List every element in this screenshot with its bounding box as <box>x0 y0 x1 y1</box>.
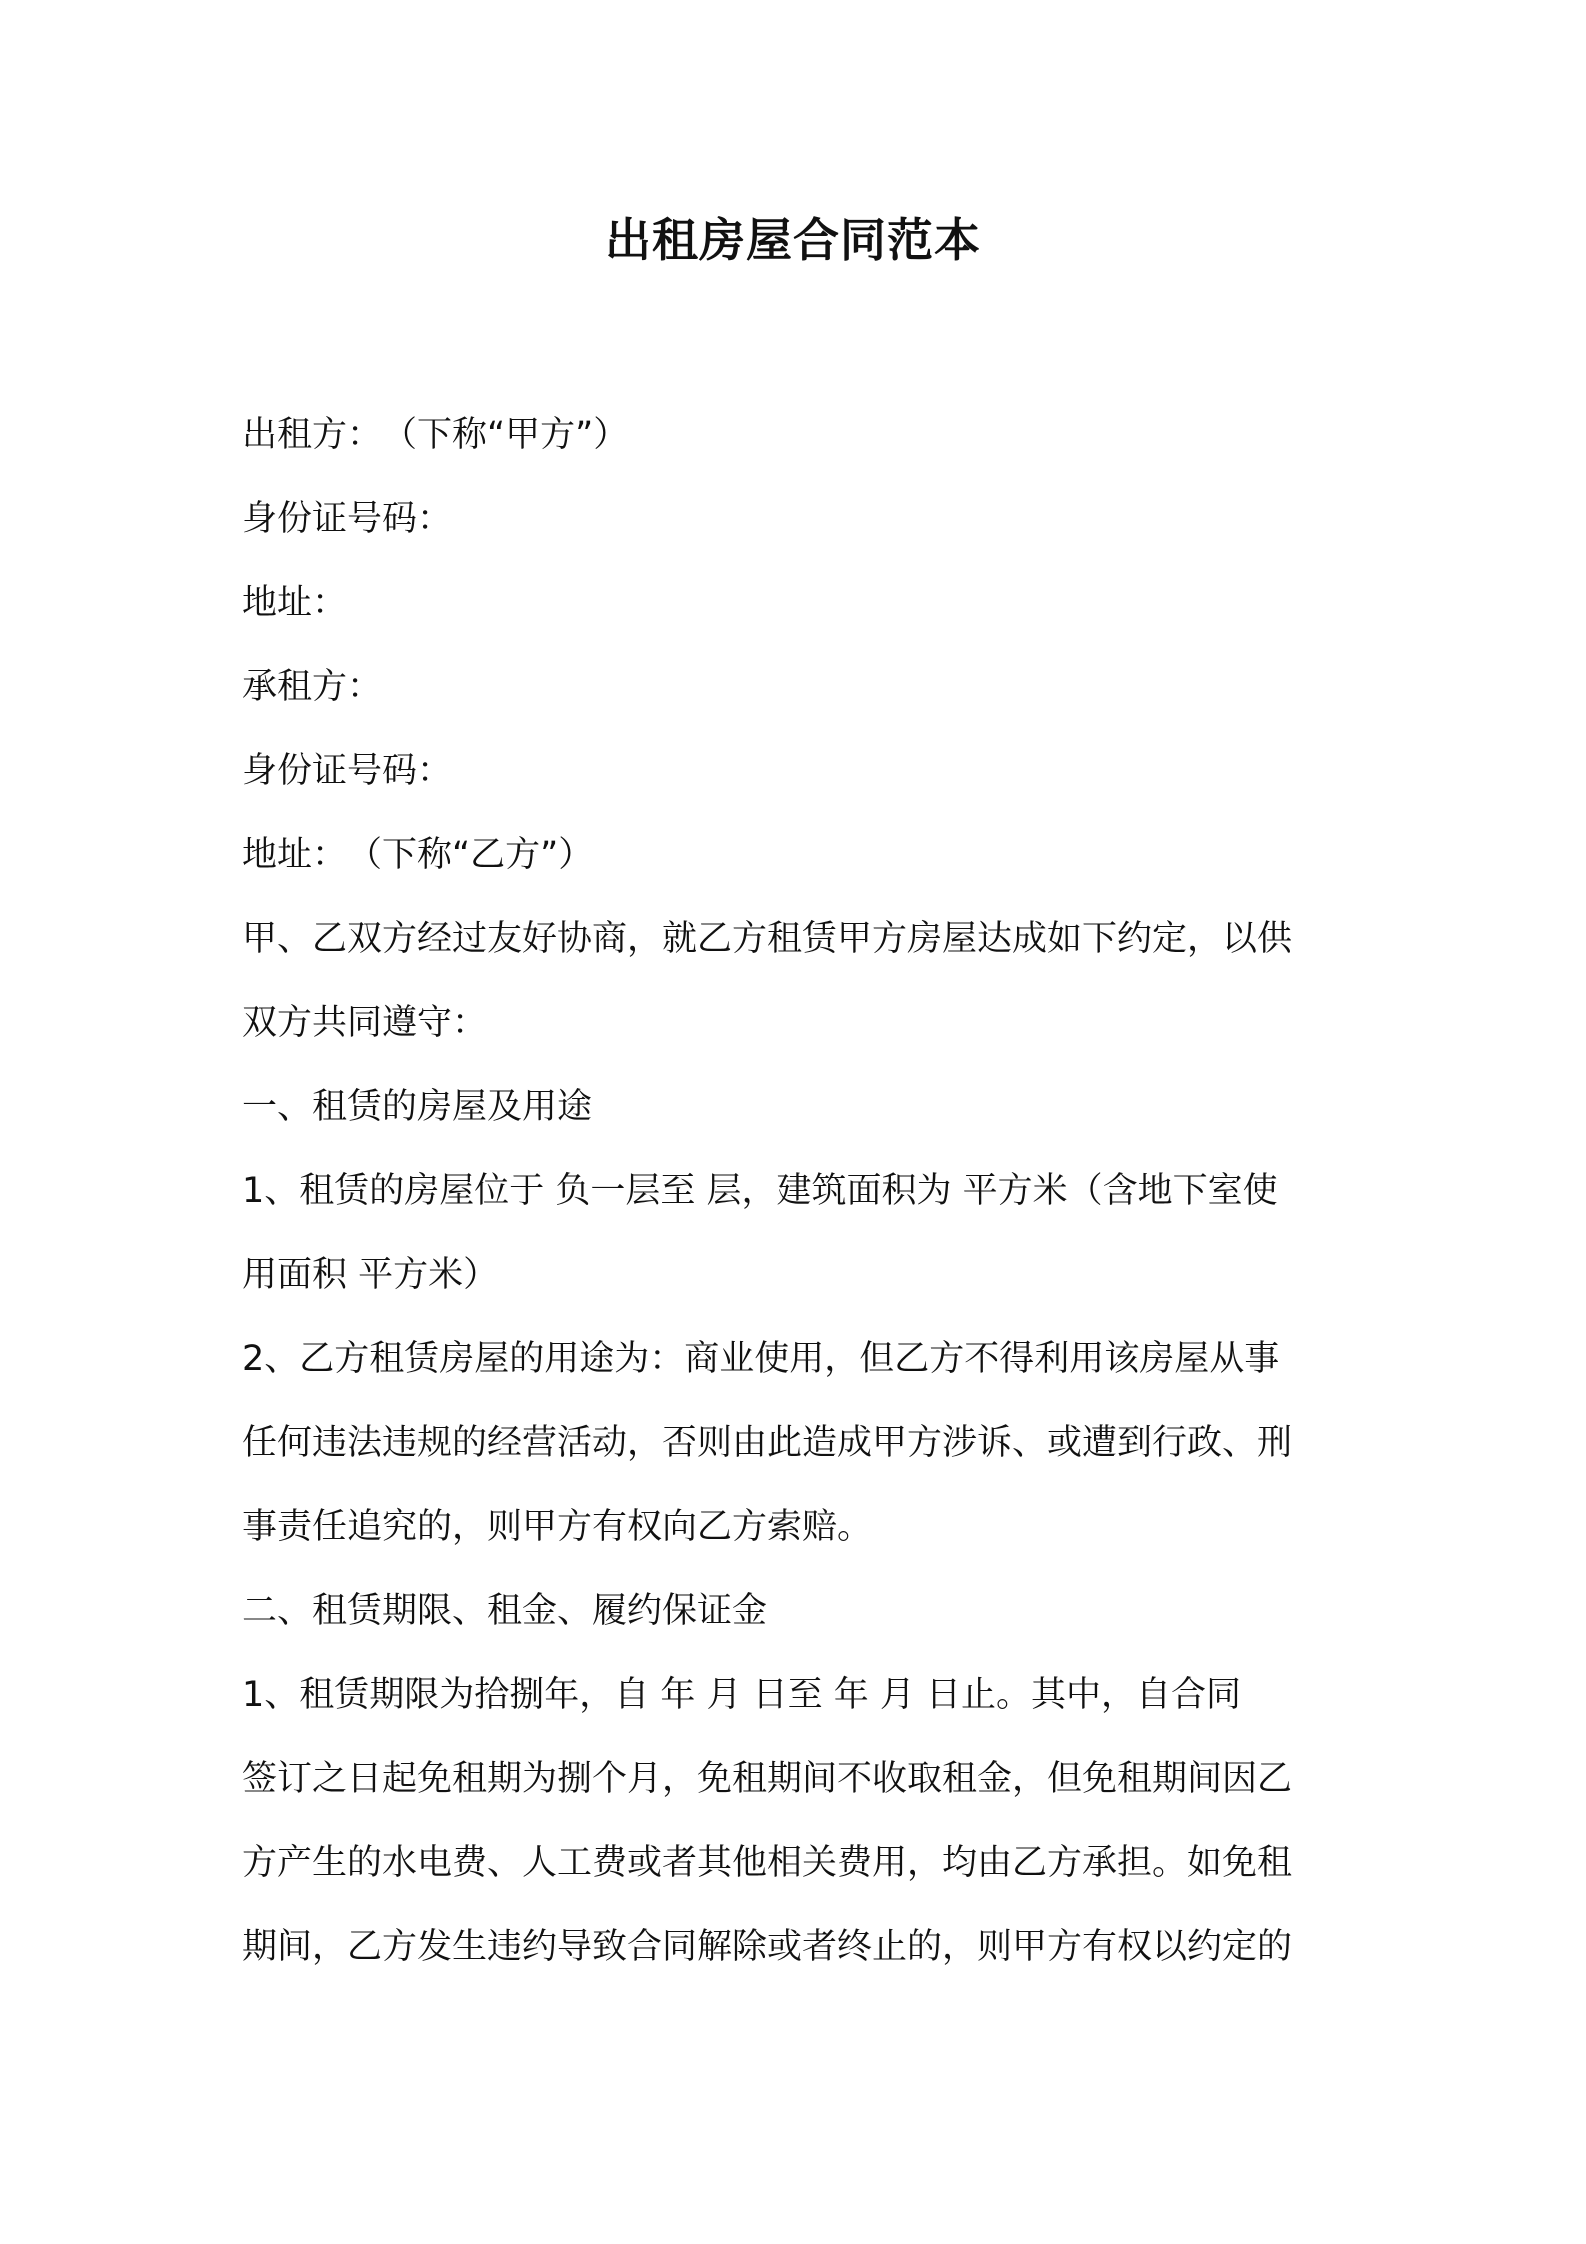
lessor-line: 出租方： （下称“甲方”） <box>242 415 629 455</box>
preamble-line-2: 双方共同遵守： <box>242 1003 488 1043</box>
lessee-id-line: 身份证号码： <box>242 751 453 791</box>
clause-2-1-line-1: 1、租赁期限为拾捌年，自 年 月 日至 年 月 日止。其中，自合同 <box>242 1675 1242 1715</box>
clause-1-1-line-1: 1、租赁的房屋位于 负一层至 层，建筑面积为 平方米（含地下室使 <box>242 1171 1278 1211</box>
lessor-address-line: 地址： <box>242 583 348 623</box>
document-title: 出租房屋合同范本 <box>605 213 981 267</box>
clause-1-1-line-2: 用面积 平方米） <box>242 1255 499 1295</box>
clause-2-1-line-3: 方产生的水电费、人工费或者其他相关费用，均由乙方承担。如免租 <box>242 1843 1293 1883</box>
clause-1-2-line-2: 任何违法违规的经营活动，否则由此造成甲方涉诉、或遭到行政、刑 <box>242 1423 1293 1463</box>
lessor-id-line: 身份证号码： <box>242 499 453 539</box>
preamble-line-1: 甲、乙双方经过友好协商，就乙方租赁甲方房屋达成如下约定，以供 <box>242 919 1293 959</box>
lessee-address-line: 地址： （下称“乙方”） <box>242 835 594 875</box>
lessee-line: 承租方： <box>242 667 383 707</box>
clause-2-1-line-4: 期间，乙方发生违约导致合同解除或者终止的，则甲方有权以约定的 <box>242 1927 1293 1967</box>
clause-2-1-line-2: 签订之日起免租期为捌个月，免租期间不收取租金，但免租期间因乙 <box>242 1759 1293 1799</box>
section-heading-1: 一、租赁的房屋及用途 <box>242 1087 593 1127</box>
clause-1-2-line-1: 2、乙方租赁房屋的用途为：商业使用，但乙方不得利用该房屋从事 <box>242 1339 1280 1379</box>
clause-1-2-line-3: 事责任追究的，则甲方有权向乙方索赔。 <box>242 1507 873 1547</box>
section-heading-2: 二、租赁期限、租金、履约保证金 <box>242 1591 768 1631</box>
